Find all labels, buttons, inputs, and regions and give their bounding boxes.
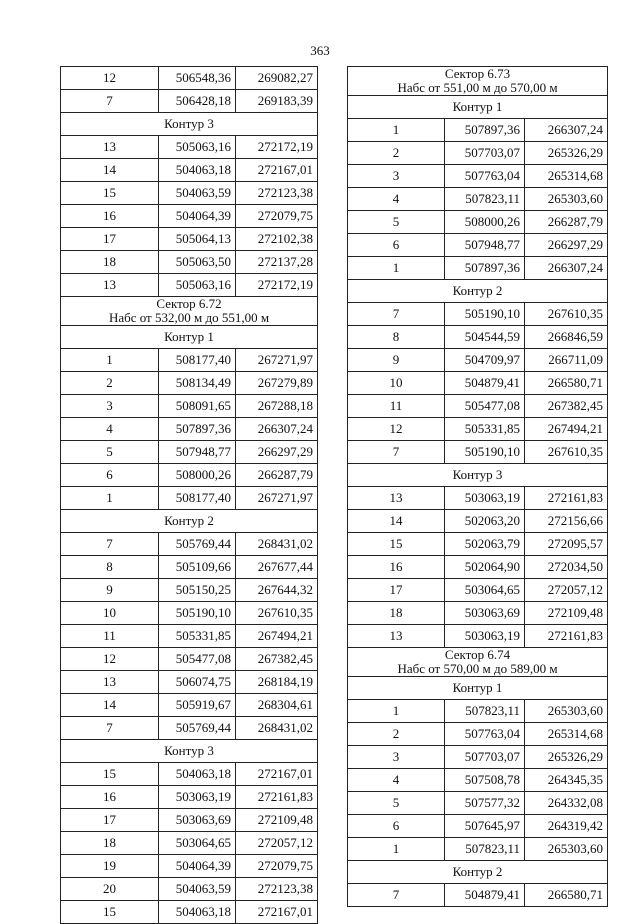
y-coordinate-cell: 268304,61 bbox=[236, 694, 318, 717]
x-coordinate-cell: 507508,78 bbox=[445, 769, 525, 792]
x-coordinate-cell: 507948,77 bbox=[445, 234, 525, 257]
sector-title: Сектор 6.74 bbox=[444, 647, 511, 662]
x-coordinate-cell: 505919,67 bbox=[159, 694, 236, 717]
point-number-cell: 16 bbox=[61, 786, 159, 809]
table-row bbox=[61, 832, 318, 855]
x-coordinate-cell: 507948,77 bbox=[159, 441, 236, 464]
x-coordinate-cell: 505150,25 bbox=[159, 579, 236, 602]
table-row bbox=[348, 487, 608, 510]
x-coordinate-cell: 504063,18 bbox=[159, 159, 236, 182]
point-number-cell: 15 bbox=[348, 533, 445, 556]
x-coordinate-cell: 505477,08 bbox=[445, 395, 525, 418]
point-number-cell: 10 bbox=[348, 372, 445, 395]
x-coordinate-cell: 505063,50 bbox=[159, 251, 236, 274]
point-number-cell: 17 bbox=[61, 809, 159, 832]
table-row bbox=[61, 579, 318, 602]
point-number-cell: 14 bbox=[61, 159, 159, 182]
point-number-cell: 8 bbox=[348, 326, 445, 349]
y-coordinate-cell: 267271,97 bbox=[236, 487, 318, 510]
y-coordinate-cell: 266287,79 bbox=[236, 464, 318, 487]
y-coordinate-cell: 268431,02 bbox=[236, 533, 318, 556]
contour-header-row bbox=[348, 677, 608, 700]
table-row bbox=[61, 855, 318, 878]
point-number-cell: 4 bbox=[348, 188, 445, 211]
sector-height-range: Набс от 532,00 м до 551,00 м bbox=[108, 310, 270, 325]
x-coordinate-cell: 507897,36 bbox=[445, 257, 525, 280]
table-row bbox=[348, 257, 608, 280]
y-coordinate-cell: 272172,19 bbox=[236, 274, 318, 297]
x-coordinate-cell: 507823,11 bbox=[445, 838, 525, 861]
x-coordinate-cell: 507577,32 bbox=[445, 792, 525, 815]
point-number-cell: 13 bbox=[61, 136, 159, 159]
x-coordinate-cell: 508177,40 bbox=[159, 487, 236, 510]
x-coordinate-cell: 505190,10 bbox=[445, 303, 525, 326]
y-coordinate-cell: 266307,24 bbox=[525, 119, 608, 142]
table-row bbox=[348, 769, 608, 792]
x-coordinate-cell: 503063,19 bbox=[445, 625, 525, 648]
sector-header-cell bbox=[348, 67, 608, 96]
y-coordinate-cell: 267382,45 bbox=[525, 395, 608, 418]
y-coordinate-cell: 266307,24 bbox=[236, 418, 318, 441]
point-number-cell: 15 bbox=[61, 901, 159, 924]
y-coordinate-cell: 272095,57 bbox=[525, 533, 608, 556]
point-number-cell: 1 bbox=[348, 119, 445, 142]
point-number-cell: 18 bbox=[61, 251, 159, 274]
table-row bbox=[348, 418, 608, 441]
contour-label: Контур 3 bbox=[61, 740, 318, 763]
table-row bbox=[348, 326, 608, 349]
point-number-cell: 5 bbox=[348, 792, 445, 815]
y-coordinate-cell: 265314,68 bbox=[525, 723, 608, 746]
contour-label: Контур 1 bbox=[348, 96, 608, 119]
table-row bbox=[348, 602, 608, 625]
contour-header-row bbox=[348, 861, 608, 884]
table-row bbox=[61, 809, 318, 832]
x-coordinate-cell: 507823,11 bbox=[445, 700, 525, 723]
y-coordinate-cell: 266580,71 bbox=[525, 372, 608, 395]
table-row bbox=[61, 464, 318, 487]
point-number-cell: 15 bbox=[61, 763, 159, 786]
x-coordinate-cell: 503064,65 bbox=[159, 832, 236, 855]
y-coordinate-cell: 268184,19 bbox=[236, 671, 318, 694]
x-coordinate-cell: 507645,97 bbox=[445, 815, 525, 838]
x-coordinate-cell: 506074,75 bbox=[159, 671, 236, 694]
y-coordinate-cell: 272079,75 bbox=[236, 205, 318, 228]
y-coordinate-cell: 267610,35 bbox=[236, 602, 318, 625]
x-coordinate-cell: 507703,07 bbox=[445, 142, 525, 165]
y-coordinate-cell: 267382,45 bbox=[236, 648, 318, 671]
y-coordinate-cell: 272161,83 bbox=[525, 625, 608, 648]
table-row bbox=[61, 182, 318, 205]
y-coordinate-cell: 266580,71 bbox=[525, 884, 608, 907]
point-number-cell: 6 bbox=[348, 234, 445, 257]
point-number-cell: 17 bbox=[61, 228, 159, 251]
x-coordinate-cell: 507763,04 bbox=[445, 723, 525, 746]
contour-header-row bbox=[61, 740, 318, 763]
x-coordinate-cell: 508000,26 bbox=[445, 211, 525, 234]
x-coordinate-cell: 507823,11 bbox=[445, 188, 525, 211]
table-row bbox=[348, 579, 608, 602]
contour-label: Контур 2 bbox=[61, 510, 318, 533]
point-number-cell: 19 bbox=[61, 855, 159, 878]
point-number-cell: 16 bbox=[61, 205, 159, 228]
point-number-cell: 5 bbox=[61, 441, 159, 464]
x-coordinate-cell: 505190,10 bbox=[445, 441, 525, 464]
table-row bbox=[61, 90, 318, 113]
y-coordinate-cell: 265326,29 bbox=[525, 142, 608, 165]
table-row bbox=[348, 349, 608, 372]
x-coordinate-cell: 503063,19 bbox=[159, 786, 236, 809]
x-coordinate-cell: 505109,66 bbox=[159, 556, 236, 579]
x-coordinate-cell: 504064,39 bbox=[159, 855, 236, 878]
x-coordinate-cell: 506548,36 bbox=[159, 67, 236, 90]
point-number-cell: 7 bbox=[348, 884, 445, 907]
table-row bbox=[348, 838, 608, 861]
table-row bbox=[348, 165, 608, 188]
x-coordinate-cell: 505063,16 bbox=[159, 136, 236, 159]
point-number-cell: 13 bbox=[348, 487, 445, 510]
table-row bbox=[348, 746, 608, 769]
y-coordinate-cell: 265303,60 bbox=[525, 838, 608, 861]
table-row bbox=[348, 188, 608, 211]
y-coordinate-cell: 272057,12 bbox=[525, 579, 608, 602]
point-number-cell: 8 bbox=[61, 556, 159, 579]
table-row bbox=[61, 418, 318, 441]
y-coordinate-cell: 272102,38 bbox=[236, 228, 318, 251]
table-row bbox=[61, 136, 318, 159]
table-row bbox=[61, 625, 318, 648]
y-coordinate-cell: 272079,75 bbox=[236, 855, 318, 878]
x-coordinate-cell: 505064,13 bbox=[159, 228, 236, 251]
table-row bbox=[61, 556, 318, 579]
right-coordinates-table bbox=[347, 66, 608, 907]
x-coordinate-cell: 504879,41 bbox=[445, 372, 525, 395]
y-coordinate-cell: 264345,35 bbox=[525, 769, 608, 792]
y-coordinate-cell: 267288,18 bbox=[236, 395, 318, 418]
contour-label: Контур 3 bbox=[348, 464, 608, 487]
point-number-cell: 9 bbox=[61, 579, 159, 602]
table-row bbox=[61, 602, 318, 625]
sector-header-row bbox=[348, 648, 608, 677]
contour-header-row bbox=[61, 510, 318, 533]
table-row bbox=[348, 533, 608, 556]
x-coordinate-cell: 505769,44 bbox=[159, 717, 236, 740]
y-coordinate-cell: 265303,60 bbox=[525, 188, 608, 211]
contour-label: Контур 2 bbox=[348, 280, 608, 303]
point-number-cell: 5 bbox=[348, 211, 445, 234]
point-number-cell: 7 bbox=[61, 90, 159, 113]
y-coordinate-cell: 272034,50 bbox=[525, 556, 608, 579]
table-row bbox=[61, 533, 318, 556]
point-number-cell: 12 bbox=[348, 418, 445, 441]
table-row bbox=[348, 815, 608, 838]
table-row bbox=[61, 694, 318, 717]
y-coordinate-cell: 272167,01 bbox=[236, 159, 318, 182]
y-coordinate-cell: 272161,83 bbox=[236, 786, 318, 809]
x-coordinate-cell: 502063,79 bbox=[445, 533, 525, 556]
x-coordinate-cell: 507897,36 bbox=[159, 418, 236, 441]
point-number-cell: 7 bbox=[348, 303, 445, 326]
point-number-cell: 7 bbox=[348, 441, 445, 464]
point-number-cell: 1 bbox=[348, 700, 445, 723]
point-number-cell: 14 bbox=[348, 510, 445, 533]
sector-height-range: Набс от 551,00 м до 570,00 м bbox=[397, 80, 558, 95]
point-number-cell: 18 bbox=[348, 602, 445, 625]
y-coordinate-cell: 265314,68 bbox=[525, 165, 608, 188]
point-number-cell: 3 bbox=[61, 395, 159, 418]
table-row bbox=[348, 700, 608, 723]
x-coordinate-cell: 504063,18 bbox=[159, 763, 236, 786]
y-coordinate-cell: 272167,01 bbox=[236, 763, 318, 786]
x-coordinate-cell: 508177,40 bbox=[159, 349, 236, 372]
y-coordinate-cell: 267610,35 bbox=[525, 441, 608, 464]
point-number-cell: 17 bbox=[348, 579, 445, 602]
table-row bbox=[348, 303, 608, 326]
x-coordinate-cell: 507703,07 bbox=[445, 746, 525, 769]
point-number-cell: 1 bbox=[348, 257, 445, 280]
point-number-cell: 1 bbox=[61, 487, 159, 510]
x-coordinate-cell: 503063,69 bbox=[159, 809, 236, 832]
y-coordinate-cell: 269082,27 bbox=[236, 67, 318, 90]
table-row bbox=[61, 487, 318, 510]
x-coordinate-cell: 505477,08 bbox=[159, 648, 236, 671]
table-row bbox=[348, 625, 608, 648]
x-coordinate-cell: 503063,19 bbox=[445, 487, 525, 510]
y-coordinate-cell: 268431,02 bbox=[236, 717, 318, 740]
point-number-cell: 2 bbox=[61, 372, 159, 395]
x-coordinate-cell: 508000,26 bbox=[159, 464, 236, 487]
sector-title: Сектор 6.72 bbox=[156, 296, 222, 311]
table-row bbox=[348, 372, 608, 395]
table-row bbox=[348, 441, 608, 464]
contour-label: Контур 2 bbox=[348, 861, 608, 884]
table-row bbox=[61, 395, 318, 418]
table-row bbox=[61, 251, 318, 274]
point-number-cell: 15 bbox=[61, 182, 159, 205]
x-coordinate-cell: 502063,20 bbox=[445, 510, 525, 533]
x-coordinate-cell: 508134,49 bbox=[159, 372, 236, 395]
table-row bbox=[61, 372, 318, 395]
point-number-cell: 7 bbox=[61, 533, 159, 556]
y-coordinate-cell: 266297,29 bbox=[236, 441, 318, 464]
point-number-cell: 4 bbox=[61, 418, 159, 441]
point-number-cell: 2 bbox=[348, 142, 445, 165]
x-coordinate-cell: 504063,18 bbox=[159, 901, 236, 924]
y-coordinate-cell: 267271,97 bbox=[236, 349, 318, 372]
y-coordinate-cell: 272123,38 bbox=[236, 878, 318, 901]
point-number-cell: 3 bbox=[348, 165, 445, 188]
table-row bbox=[61, 159, 318, 182]
table-row bbox=[61, 441, 318, 464]
point-number-cell: 12 bbox=[61, 648, 159, 671]
sector-title: Сектор 6.73 bbox=[444, 66, 511, 81]
x-coordinate-cell: 507763,04 bbox=[445, 165, 525, 188]
contour-header-row bbox=[348, 96, 608, 119]
page-number: 363 bbox=[310, 43, 330, 58]
table-row bbox=[61, 901, 318, 924]
point-number-cell: 13 bbox=[61, 671, 159, 694]
table-row bbox=[348, 211, 608, 234]
point-number-cell: 20 bbox=[61, 878, 159, 901]
contour-header-row bbox=[348, 464, 608, 487]
x-coordinate-cell: 506428,18 bbox=[159, 90, 236, 113]
table-row bbox=[348, 234, 608, 257]
x-coordinate-cell: 505331,85 bbox=[445, 418, 525, 441]
y-coordinate-cell: 265303,60 bbox=[525, 700, 608, 723]
table-row bbox=[348, 723, 608, 746]
x-coordinate-cell: 504544,59 bbox=[445, 326, 525, 349]
point-number-cell: 7 bbox=[61, 717, 159, 740]
y-coordinate-cell: 266297,29 bbox=[525, 234, 608, 257]
point-number-cell: 1 bbox=[61, 349, 159, 372]
point-number-cell: 16 bbox=[348, 556, 445, 579]
table-row bbox=[61, 763, 318, 786]
point-number-cell: 13 bbox=[348, 625, 445, 648]
y-coordinate-cell: 267494,21 bbox=[525, 418, 608, 441]
y-coordinate-cell: 267494,21 bbox=[236, 625, 318, 648]
x-coordinate-cell: 505063,16 bbox=[159, 274, 236, 297]
sector-header-row bbox=[348, 67, 608, 96]
table-row bbox=[348, 792, 608, 815]
y-coordinate-cell: 272167,01 bbox=[236, 901, 318, 924]
y-coordinate-cell: 267644,32 bbox=[236, 579, 318, 602]
point-number-cell: 12 bbox=[61, 67, 159, 90]
y-coordinate-cell: 272137,28 bbox=[236, 251, 318, 274]
contour-label: Контур 1 bbox=[348, 677, 608, 700]
sector-height-range: Набс от 570,00 м до 589,00 м bbox=[397, 661, 558, 676]
x-coordinate-cell: 503064,65 bbox=[445, 579, 525, 602]
x-coordinate-cell: 504879,41 bbox=[445, 884, 525, 907]
x-coordinate-cell: 505190,10 bbox=[159, 602, 236, 625]
point-number-cell: 11 bbox=[348, 395, 445, 418]
table-row bbox=[61, 648, 318, 671]
table-row bbox=[61, 274, 318, 297]
x-coordinate-cell: 505769,44 bbox=[159, 533, 236, 556]
y-coordinate-cell: 272172,19 bbox=[236, 136, 318, 159]
table-row bbox=[61, 67, 318, 90]
point-number-cell: 6 bbox=[61, 464, 159, 487]
point-number-cell: 10 bbox=[61, 602, 159, 625]
x-coordinate-cell: 504063,59 bbox=[159, 878, 236, 901]
y-coordinate-cell: 266711,09 bbox=[525, 349, 608, 372]
y-coordinate-cell: 272109,48 bbox=[525, 602, 608, 625]
y-coordinate-cell: 266307,24 bbox=[525, 257, 608, 280]
x-coordinate-cell: 507897,36 bbox=[445, 119, 525, 142]
x-coordinate-cell: 508091,65 bbox=[159, 395, 236, 418]
sector-header-row bbox=[61, 297, 318, 326]
y-coordinate-cell: 267677,44 bbox=[236, 556, 318, 579]
sector-header-cell bbox=[348, 648, 608, 677]
table-row bbox=[348, 510, 608, 533]
x-coordinate-cell: 504064,39 bbox=[159, 205, 236, 228]
table-row bbox=[61, 878, 318, 901]
contour-label: Контур 1 bbox=[61, 326, 318, 349]
table-row bbox=[61, 205, 318, 228]
y-coordinate-cell: 272057,12 bbox=[236, 832, 318, 855]
y-coordinate-cell: 269183,39 bbox=[236, 90, 318, 113]
x-coordinate-cell: 504709,97 bbox=[445, 349, 525, 372]
point-number-cell: 6 bbox=[348, 815, 445, 838]
table-row bbox=[348, 119, 608, 142]
y-coordinate-cell: 266846,59 bbox=[525, 326, 608, 349]
y-coordinate-cell: 272156,66 bbox=[525, 510, 608, 533]
table-row bbox=[348, 556, 608, 579]
y-coordinate-cell: 264332,08 bbox=[525, 792, 608, 815]
x-coordinate-cell: 505331,85 bbox=[159, 625, 236, 648]
point-number-cell: 11 bbox=[61, 625, 159, 648]
point-number-cell: 9 bbox=[348, 349, 445, 372]
table-row bbox=[61, 717, 318, 740]
contour-header-row bbox=[61, 113, 318, 136]
table-row bbox=[61, 349, 318, 372]
point-number-cell: 1 bbox=[348, 838, 445, 861]
contour-label: Контур 3 bbox=[61, 113, 318, 136]
y-coordinate-cell: 267610,35 bbox=[525, 303, 608, 326]
point-number-cell: 4 bbox=[348, 769, 445, 792]
table-row bbox=[61, 671, 318, 694]
contour-header-row bbox=[348, 280, 608, 303]
table-row bbox=[61, 786, 318, 809]
y-coordinate-cell: 265326,29 bbox=[525, 746, 608, 769]
y-coordinate-cell: 272161,83 bbox=[525, 487, 608, 510]
table-row bbox=[348, 142, 608, 165]
y-coordinate-cell: 272109,48 bbox=[236, 809, 318, 832]
sector-header-cell bbox=[61, 297, 318, 326]
table-row bbox=[348, 884, 608, 907]
point-number-cell: 13 bbox=[61, 274, 159, 297]
x-coordinate-cell: 503063,69 bbox=[445, 602, 525, 625]
y-coordinate-cell: 272123,38 bbox=[236, 182, 318, 205]
table-row bbox=[348, 395, 608, 418]
table-row bbox=[61, 228, 318, 251]
contour-header-row bbox=[61, 326, 318, 349]
x-coordinate-cell: 504063,59 bbox=[159, 182, 236, 205]
point-number-cell: 18 bbox=[61, 832, 159, 855]
point-number-cell: 2 bbox=[348, 723, 445, 746]
y-coordinate-cell: 266287,79 bbox=[525, 211, 608, 234]
point-number-cell: 3 bbox=[348, 746, 445, 769]
left-coordinates-table bbox=[60, 66, 318, 924]
x-coordinate-cell: 502064,90 bbox=[445, 556, 525, 579]
point-number-cell: 14 bbox=[61, 694, 159, 717]
y-coordinate-cell: 267279,89 bbox=[236, 372, 318, 395]
y-coordinate-cell: 264319,42 bbox=[525, 815, 608, 838]
